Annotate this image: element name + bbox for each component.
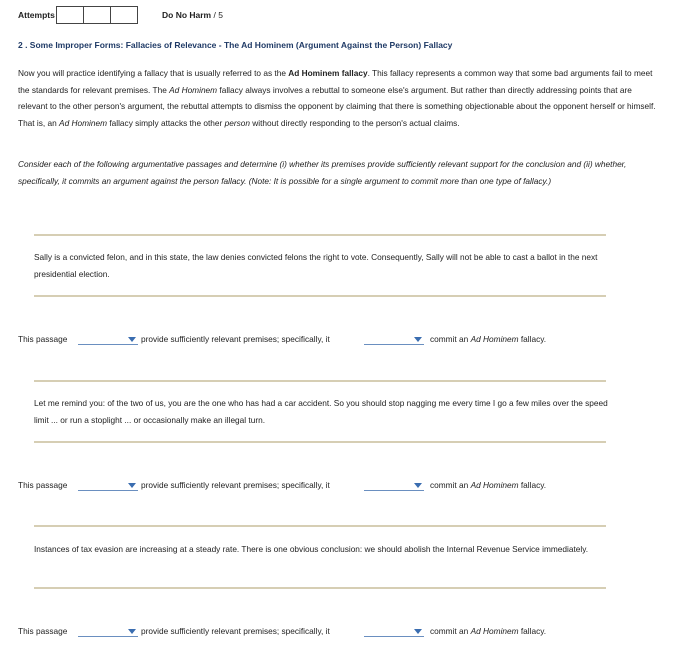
this-passage-label: This passage xyxy=(18,626,68,636)
ending-term: Ad Hominem xyxy=(470,626,519,636)
passage-divider xyxy=(34,295,606,297)
caret-down-icon xyxy=(128,337,136,342)
premises-dropdown[interactable] xyxy=(78,478,138,491)
caret-down-icon xyxy=(128,483,136,488)
passage-text: Sally is a convicted felon, and in this state, the law denies convicted felons the right to vote. Consequently, Sally will not be able to cast a ballot in the next presidential election. xyxy=(34,252,598,279)
ending-fallacy: fallacy. xyxy=(520,480,547,490)
ending-commit: commit an xyxy=(430,480,469,490)
premises-dropdown[interactable] xyxy=(78,624,138,637)
fallacy-dropdown[interactable] xyxy=(364,624,424,637)
intro-text: fallacy always involves a rebuttal to someone else's argument. But rather than directly addressing points that are relevant to the other person's argument, the rebuttal attempts to dismiss the opponent by claiming that there is something objectionable about the opponent herself or himself. That is, an xyxy=(18,84,656,128)
ending-commit: commit an xyxy=(430,334,469,344)
attempt-boxes xyxy=(56,6,137,24)
intro-text: Now you will practice identifying a fallacy that is usually referred to as the xyxy=(18,68,289,78)
intro-italic-term: Ad Hominem xyxy=(59,117,108,128)
question-title: 2 . Some Improper Forms: Fallacies of Relevance - The Ad Hominem (Argument Against the Person) Fallacy xyxy=(18,40,453,50)
caret-down-icon xyxy=(414,483,422,488)
intro-italic-term: person xyxy=(224,117,250,128)
intro-paragraph xyxy=(18,65,658,131)
score-value: / 5 xyxy=(213,10,223,20)
this-passage-label: This passage xyxy=(18,334,68,344)
answer-row xyxy=(18,624,678,640)
do-no-harm-label: Do No Harm xyxy=(162,10,212,20)
fallacy-dropdown[interactable] xyxy=(364,478,424,491)
passage-divider xyxy=(34,441,606,443)
passage-divider xyxy=(34,234,606,236)
fallacy-dropdown[interactable] xyxy=(364,332,424,345)
caret-down-icon xyxy=(414,629,422,634)
caret-down-icon xyxy=(414,337,422,342)
ending-commit: commit an xyxy=(430,626,469,636)
middle-text: provide sufficiently relevant premises; specifically, it xyxy=(141,480,330,490)
intro-text: fallacy simply attacks the other xyxy=(107,117,225,128)
ending-fallacy: fallacy. xyxy=(520,626,547,636)
attempt-box xyxy=(83,6,111,24)
premises-dropdown[interactable] xyxy=(78,332,138,345)
intro-italic-term: Ad Hominem xyxy=(169,84,218,95)
middle-text: provide sufficiently relevant premises; specifically, it xyxy=(141,334,330,344)
answer-row xyxy=(18,332,678,348)
attempt-box xyxy=(110,6,138,24)
passage-text: Instances of tax evasion are increasing at a steady rate. There is one obvious conclusion: we should abolish the Internal Revenue Service immediately. xyxy=(34,544,589,554)
middle-text: provide sufficiently relevant premises; specifically, it xyxy=(141,626,330,636)
score-line xyxy=(162,10,223,20)
passage-divider xyxy=(34,380,606,382)
ending-text xyxy=(430,626,546,636)
ending-text xyxy=(430,480,546,490)
this-passage-label: This passage xyxy=(18,480,68,490)
ending-text xyxy=(430,334,546,344)
answer-row xyxy=(18,478,678,494)
ending-term: Ad Hominem xyxy=(470,480,519,490)
instructions: Consider each of the following argumentative passages and determine (i) whether its premises provide sufficiently relevant support for the conclusion and (ii) whether, specifically, it commits an argument against the person fallacy. (Note: It is possible for a single argument to commit more than one type of fallacy.) xyxy=(18,159,627,186)
ending-fallacy: fallacy. xyxy=(520,334,547,344)
passage-divider xyxy=(34,587,606,589)
intro-text: . This fallacy represents a common way that some bad arguments fail to meet the standards for relevant premises. The xyxy=(18,68,653,95)
passage-divider xyxy=(34,525,606,527)
intro-text: without directly responding to the person's actual claims. xyxy=(249,117,460,128)
attempt-box xyxy=(56,6,84,24)
caret-down-icon xyxy=(128,629,136,634)
intro-bold-term: Ad Hominem fallacy xyxy=(288,68,368,78)
attempts-label: Attempts xyxy=(18,10,55,20)
ending-term: Ad Hominem xyxy=(470,334,519,344)
passage-text: Let me remind you: of the two of us, you are the one who has had a car accident. So you should stop nagging me every time I go a few miles over the speed limit ... or run a stoplight ... or occasionally make an illegal turn. xyxy=(34,398,608,425)
